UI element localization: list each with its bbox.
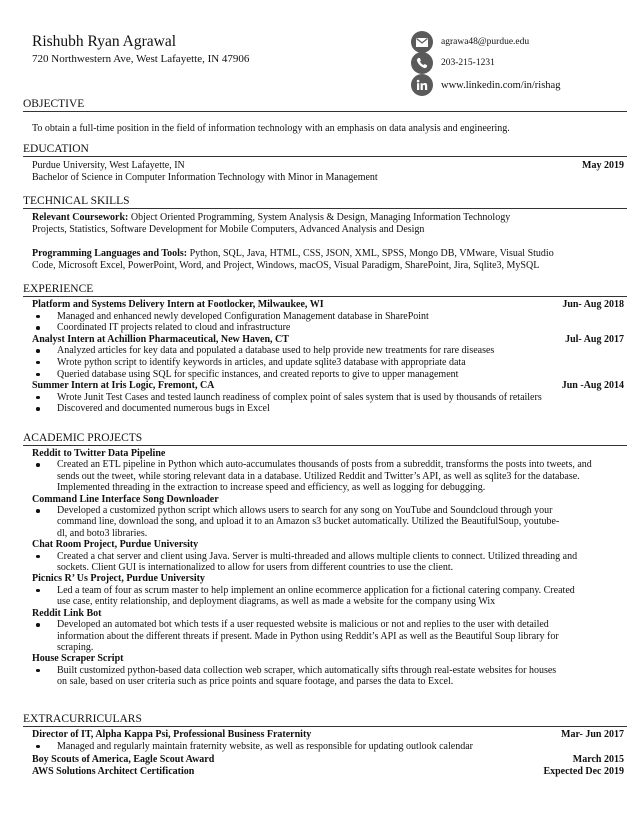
project-description: Built customized python-based data collection web scraper, which automatically sifts through real-estate websites for houses on sale, based on user criteria such as price points and square footage, and parses the data to Excel. xyxy=(32,665,624,688)
coursework-line-1: Object Oriented Programming, System Analysis & Design, Managing Information Technology xyxy=(128,212,511,223)
activity-header xyxy=(32,754,624,766)
job-header xyxy=(32,299,624,311)
candidate-address: 720 Northwestern Ave, West Lafayette, IN 47906 xyxy=(32,53,250,65)
project-description: Created an ETL pipeline in Python which auto-accumulates thousands of posts from a subreddit, transforms the posts into tweets, and sends out the tweet, while storing relevant data in a database. Utilized Reddit and Twitter’s API, as well as sqlite3 for the database. Implemented threading in the extraction to increase speed and efficiency, as well as logging for debugging. xyxy=(32,459,624,493)
job-bullet: Analyzed articles for key data and populated a database used to help provide new treatments for rare diseases xyxy=(32,345,624,357)
email-link[interactable]: agrawa48@purdue.edu xyxy=(441,36,530,47)
activity-date: Expected Dec 2019 xyxy=(543,765,624,777)
section-title-objective: OBJECTIVE xyxy=(23,98,627,112)
linkedin-icon xyxy=(411,74,433,96)
email-row xyxy=(411,31,529,53)
website-row xyxy=(411,74,560,96)
candidate-name: Rishubh Ryan Agrawal xyxy=(32,33,177,50)
activity-date: Mar- Jun 2017 xyxy=(561,729,624,740)
activity-date: March 2015 xyxy=(572,754,624,766)
project-title: Picnics R’ Us Project, Purdue University xyxy=(32,573,205,585)
job-bullet: Coordinated IT projects related to cloud and infrastructure xyxy=(32,322,624,334)
skills-block xyxy=(32,212,624,271)
envelope-icon xyxy=(411,31,433,53)
experience-block xyxy=(32,299,624,415)
education-block xyxy=(32,160,624,183)
activity-role: AWS Solutions Architect Certification xyxy=(32,765,195,777)
objective-text: To obtain a full-time position in the field of information technology with an emphasis on data analysis and engineering. xyxy=(32,123,510,134)
tools-line-2: Code, Microsoft Excel, PowerPoint, Word, and Project, Windows, macOS, Visual Paradigm, SharePoint, Jira, Sqlite3, MySQL xyxy=(32,259,540,271)
project-description: Developed a customized python script which allows users to search for any song on YouTube and Soundcloud through your command line, download the song, and upload it to an Amazon s3 bucket automatically. Utilized the BeautifulSoup, youtube- dl, and boto3 libraries. xyxy=(32,505,624,539)
phone-number: 203-215-1231 xyxy=(441,57,495,68)
job-date: Jun -Aug 2014 xyxy=(561,380,624,392)
education-date: May 2019 xyxy=(582,160,624,171)
project-title: Reddit Link Bot xyxy=(32,607,102,619)
project-description: Developed an automated bot which tests if a user requested website is malicious or not and replies to the user with detailed information about the different threats if present. Made in Python using Reddit’s API as well as the Beautiful Soup library for scraping. xyxy=(32,619,624,653)
section-title-education: EDUCATION xyxy=(23,143,627,157)
job-bullet: Queried database using SQL for specific instances, and created reports to give to upper management xyxy=(32,369,624,381)
job-bullet: Discovered and documented numerous bugs in Excel xyxy=(32,403,624,415)
activity-header xyxy=(32,729,624,741)
section-title-extracurriculars: EXTRACURRICULARS xyxy=(23,713,627,727)
job-date: Jun- Aug 2018 xyxy=(562,299,624,310)
job-bullet: Wrote Junit Test Cases and tested launch readiness of complex point of sales system that is used by thousands of retailers xyxy=(32,392,624,404)
activity-header xyxy=(32,766,624,778)
coursework-line-2: Projects, Statistics, Software Development for Mobile Computers, Advanced Analysis and Design xyxy=(32,223,425,235)
tools-label: Programming Languages and Tools: xyxy=(32,248,188,260)
extracurriculars-block xyxy=(32,729,624,777)
job-header xyxy=(32,334,624,346)
job-role: Platform and Systems Delivery Intern at Footlocker, Milwaukee, WI xyxy=(32,299,324,310)
job-bullet: Managed and enhanced newly developed Configuration Management database in SharePoint xyxy=(32,311,624,323)
phone-row xyxy=(411,52,495,74)
education-school: Purdue University, West Lafayette, IN xyxy=(32,160,185,171)
job-role: Summer Intern at Iris Logic, Fremont, CA xyxy=(32,380,215,392)
tools-line-1: Python, SQL, Java, HTML, CSS, JSON, XML, SPSS, Mongo DB, VMware, Visual Studio xyxy=(187,248,554,260)
section-title-skills: TECHNICAL SKILLS xyxy=(23,195,627,209)
job-role: Analyst Intern at Achillion Pharmaceutical, New Haven, CT xyxy=(32,333,289,345)
activity-role: Director of IT, Alpha Kappa Psi, Professional Business Fraternity xyxy=(32,729,312,740)
job-bullet: Wrote python script to identify keywords in articles, and update sqlite3 database with appropriate data xyxy=(32,357,624,369)
projects-block xyxy=(32,448,624,688)
project-description: Created a chat server and client using Java. Server is multi-threaded and allows multiple clients to connect. Utilized threading and sockets. Client GUI is internationalized to allow for users from different countries to use the client. xyxy=(32,551,624,574)
project-title: Command Line Interface Song Downloader xyxy=(32,493,219,505)
project-title: Chat Room Project, Purdue University xyxy=(32,539,199,551)
coursework-label: Relevant Coursework: xyxy=(32,212,129,223)
job-date: Jul- Aug 2017 xyxy=(565,333,624,345)
project-title: Reddit to Twitter Data Pipeline xyxy=(32,448,166,459)
section-title-projects: ACADEMIC PROJECTS xyxy=(23,432,627,446)
education-degree: Bachelor of Science in Computer Information Technology with Minor in Management xyxy=(32,171,378,183)
project-title: House Scraper Script xyxy=(32,653,124,665)
activity-bullet: Managed and regularly maintain fraternity website, as well as responsible for updating outlook calendar xyxy=(32,741,624,753)
linkedin-link[interactable]: www.linkedin.com/in/rishag xyxy=(441,79,561,91)
section-title-experience: EXPERIENCE xyxy=(23,283,627,297)
phone-icon xyxy=(411,52,433,74)
job-header xyxy=(32,380,624,392)
activity-role: Boy Scouts of America, Eagle Scout Award xyxy=(32,754,215,766)
project-description: Led a team of four as scrum master to help implement an online ecommerce application for a fictional catering company. Created use case, entity relationship, and deployment diagrams, as well as made a website for the company using Wix xyxy=(32,585,624,608)
